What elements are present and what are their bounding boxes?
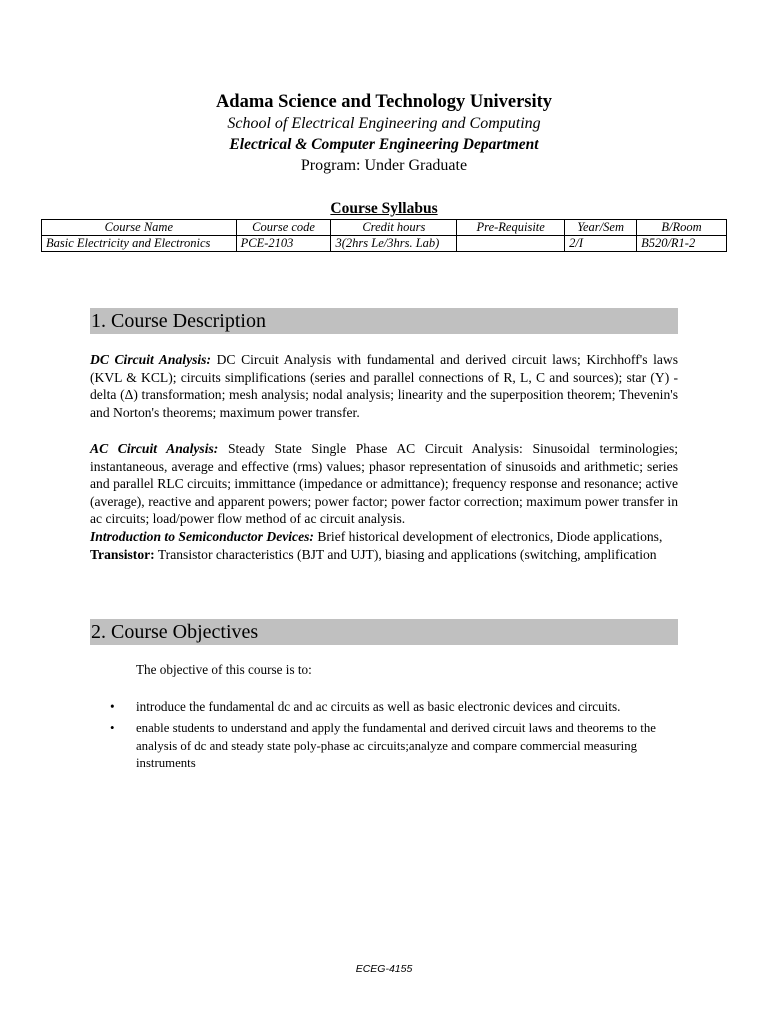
transistor-text: Transistor characteristics (BJT and UJT), biasing and applications (switching, amplification — [157, 546, 657, 562]
university-name: Adama Science and Technology University — [215, 92, 553, 112]
prerequisite-cell — [457, 236, 565, 252]
document-header — [0, 92, 768, 176]
bullet-icon: • — [110, 721, 115, 735]
objectives-intro: The objective of this course is to: — [136, 662, 312, 677]
syllabus-title: Course Syllabus — [330, 200, 438, 217]
dc-text: DC Circuit Analysis with fundamental and derived circuit laws; Kirchhoff's laws (KVL & KCL); circuits simplifications (series and parallel connections of R, L, C and sources); star (Y) - delta (Δ) transformation; mesh analysis; nodal analysis; linearity and the superposition theorem; Thevenin's and Norton's theorems; maximum power transfer. — [90, 352, 678, 420]
bullet-icon: • — [110, 699, 115, 714]
program-name: Program: Under Graduate — [300, 157, 468, 174]
table-header-cell: Course code — [236, 220, 331, 236]
ac-label: AC Circuit Analysis: — [90, 441, 219, 456]
section-heading-course-description — [90, 308, 678, 334]
section-title: 2. Course Objectives — [91, 621, 259, 643]
dc-label: DC Circuit Analysis: — [90, 352, 211, 367]
list-item — [90, 697, 680, 716]
credit-hours-cell: 3(2hrs Le/3hrs. Lab) — [331, 236, 457, 252]
course-code-cell: PCE-2103 — [236, 236, 331, 252]
section-title: 1. Course Description — [91, 310, 266, 332]
table-header-cell: Credit hours — [331, 220, 457, 236]
objective-text: enable students to understand and apply the fundamental and derived circuit laws and theorems to the analysis of dc and steady state poly-phase ac circuits;analyze and compare commercial measuring instruments — [136, 721, 656, 770]
semiconductor-text: Brief historical development of electronics, Diode applications, — [317, 528, 663, 544]
year-sem-cell: 2/I — [565, 236, 637, 252]
table-header-row — [42, 220, 727, 236]
table-header-cell: Course Name — [42, 220, 237, 236]
transistor-label: Transistor: — [90, 546, 155, 562]
ac-circuit-paragraph — [90, 440, 678, 563]
objectives-list — [90, 697, 680, 777]
course-name-cell: Basic Electricity and Electronics — [42, 236, 237, 252]
section-heading-course-objectives — [90, 619, 678, 645]
semiconductor-label: Introduction to Semiconductor Devices: — [90, 528, 314, 544]
course-info-table — [41, 219, 727, 252]
list-item — [90, 720, 680, 773]
department-name: Electrical & Computer Engineering Department — [229, 136, 539, 153]
table-row — [42, 236, 727, 252]
ac-text: Steady State Single Phase AC Circuit Analysis: Sinusoidal terminologies; instantaneous, average and effective (rms) values; phasor representation of sinusoids and arithmetic; series and parallel RLC circuits; immittance (impedance or admittance); frequency response and resonance; active (average), reactive and apparent powers; power factor; power factor correction; maximum power transfer in ac circuits; load/power flow method of ac circuit analysis. — [90, 441, 679, 527]
school-name: School of Electrical Engineering and Computing — [227, 115, 541, 132]
dc-circuit-paragraph — [90, 351, 678, 421]
table-header-cell: Year/Sem — [565, 220, 637, 236]
table-header-cell: Pre-Requisite — [457, 220, 565, 236]
page-footer: ECEG-4155 — [355, 963, 413, 975]
room-cell: B520/R1-2 — [637, 236, 727, 252]
table-header-cell: B/Room — [637, 220, 727, 236]
objective-text: introduce the fundamental dc and ac circuits as well as basic electronic devices and circuits. — [136, 699, 621, 714]
